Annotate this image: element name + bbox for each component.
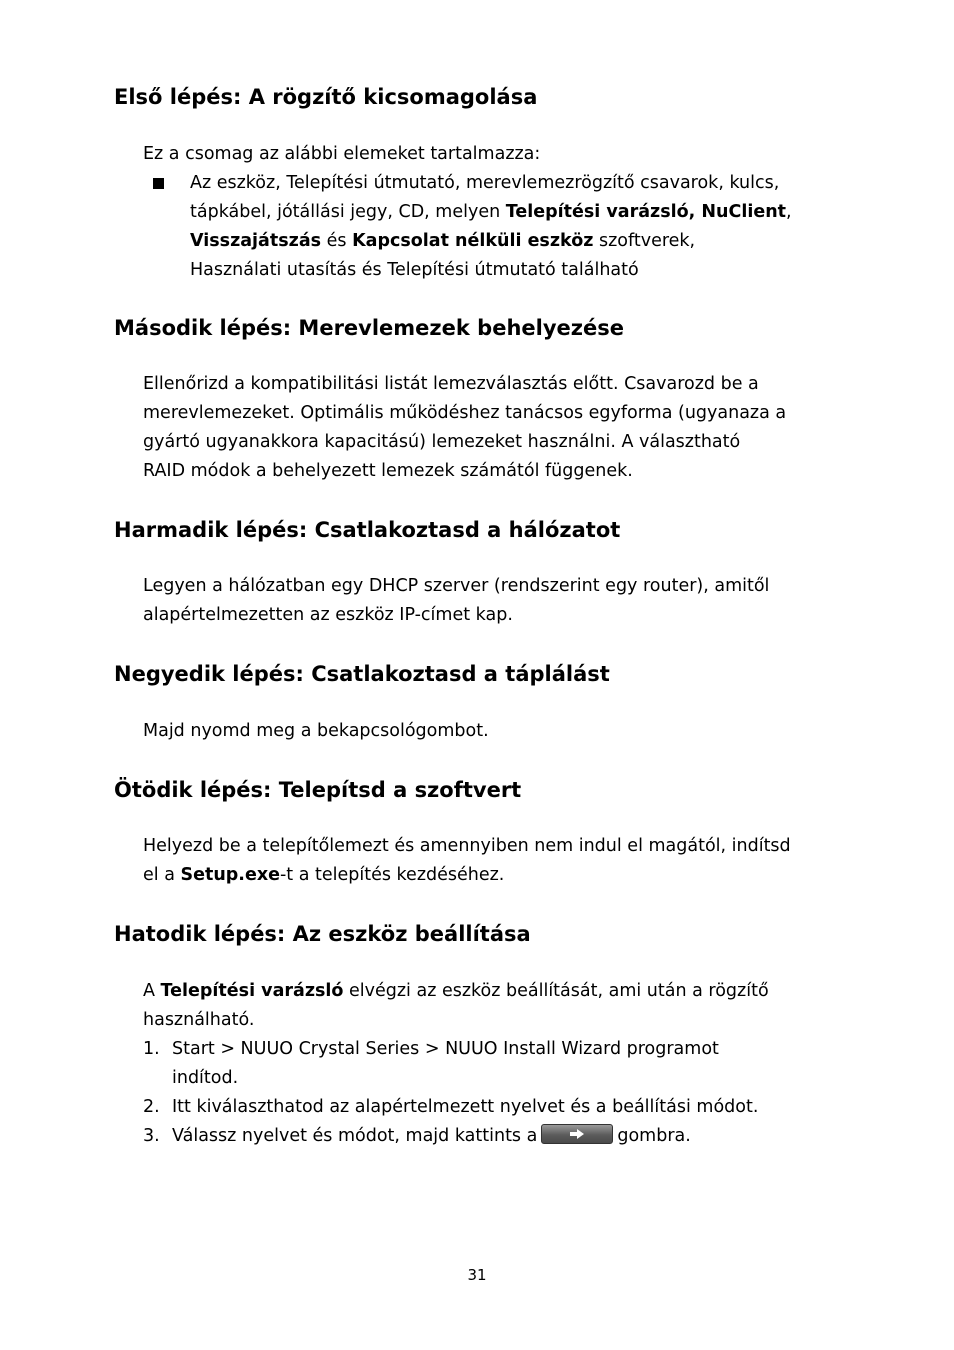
step-number: 3.	[143, 1126, 160, 1146]
body-text: elvégzi az eszköz beállítását, ami után a rögzítő	[343, 981, 769, 1001]
body-text: A	[143, 981, 161, 1001]
section-3-body	[143, 572, 769, 630]
bullet-bold-text: Telepítési varázsló, NuClient	[505, 202, 787, 222]
body-line: Legyen a hálózatban egy DHCP szerver (rendszerint egy router), amitől	[143, 576, 770, 596]
step-number: 1.	[143, 1039, 160, 1059]
section-1-intro: Ez a csomag az alábbi elemeket tartalmazza:	[143, 144, 541, 164]
bullet-line-2	[190, 198, 792, 227]
next-button-image	[541, 1124, 613, 1144]
section-5-body	[143, 832, 791, 890]
section-6-body	[143, 977, 769, 1035]
body-line: Helyezd be a telepítőlemezt és amennyiben nem indul el magától, indítsd	[143, 836, 791, 856]
bullet-text: ,	[786, 202, 792, 222]
section-6-heading: Hatodik lépés: Az eszköz beállítása	[114, 922, 531, 946]
body-line	[143, 977, 769, 1006]
section-1-heading: Első lépés: A rögzítő kicsomagolása	[114, 85, 538, 109]
step-3-text	[172, 1122, 691, 1151]
step-line: Start > NUUO Crystal Series > NUUO Install Wizard programot	[172, 1039, 719, 1059]
bullet-text: szoftverek,	[593, 231, 696, 251]
bullet-bold-text: Kapcsolat nélküli eszköz	[352, 231, 594, 251]
bullet-line-3	[190, 227, 792, 256]
setup-exe-text: Setup.exe	[180, 865, 280, 885]
bullet-text: tápkábel, jótállási jegy, CD, melyen	[190, 202, 506, 222]
section-4-heading: Negyedik lépés: Csatlakoztasd a táplálást	[114, 662, 610, 686]
section-3-heading: Harmadik lépés: Csatlakoztasd a hálózatot	[114, 518, 621, 542]
section-4-body	[143, 717, 489, 746]
body-text: -t a telepítés kezdéséhez.	[279, 865, 505, 885]
step-number: 2.	[143, 1097, 160, 1117]
bullet-line-1: Az eszköz, Telepítési útmutató, merevlemezrögzítő csavarok, kulcs,	[190, 173, 780, 193]
body-text: el a	[143, 865, 181, 885]
step-text: Válassz nyelvet és módot, majd kattints a	[172, 1126, 538, 1146]
body-line: Majd nyomd meg a bekapcsológombot.	[143, 721, 489, 741]
body-line	[143, 861, 791, 890]
bullet-square-icon	[153, 178, 164, 189]
body-line: alapértelmezetten az eszköz IP-címet kap.	[143, 605, 513, 625]
step-2-text	[172, 1093, 758, 1122]
bullet-text: és	[321, 231, 353, 251]
wizard-name-text: Telepítési varázsló	[160, 981, 344, 1001]
page-number: 31	[467, 1266, 487, 1284]
bullet-bold-text: Visszajátszás	[190, 231, 322, 251]
body-line: használható.	[143, 1010, 255, 1030]
right-arrow-icon	[570, 1129, 584, 1139]
section-2-heading: Második lépés: Merevlemezek behelyezése	[114, 316, 624, 340]
step-1-text	[172, 1035, 719, 1093]
step-line: Itt kiválaszthatod az alapértelmezett nyelvet és a beállítási módot.	[172, 1097, 759, 1117]
step-line: indítod.	[172, 1068, 239, 1088]
section-1-bullet	[190, 169, 792, 285]
body-line: gyártó ugyanakkora kapacitású) lemezeket használni. A választható	[143, 432, 741, 452]
bullet-line-4: Használati utasítás és Telepítési útmutató található	[190, 260, 639, 280]
body-line: merevlemezeket. Optimális működéshez tanácsos egyforma (ugyanaza a	[143, 403, 787, 423]
section-2-body	[143, 370, 786, 486]
body-line: Ellenőrizd a kompatibilitási listát lemezválasztás előtt. Csavarozd be a	[143, 374, 759, 394]
body-line: RAID módok a behelyezett lemezek számától függenek.	[143, 461, 633, 481]
step-line	[172, 1122, 691, 1151]
step-text: gombra.	[617, 1126, 691, 1146]
section-5-heading: Ötödik lépés: Telepítsd a szoftvert	[114, 778, 522, 802]
